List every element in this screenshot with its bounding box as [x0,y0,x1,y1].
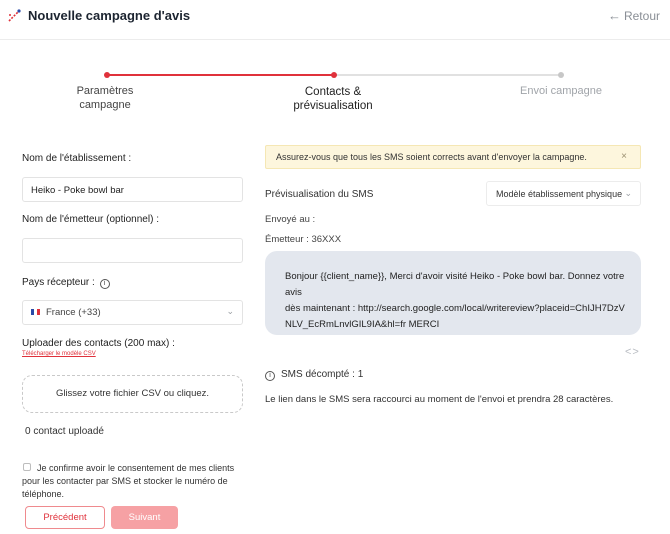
sms-message-line: Bonjour {{client_name}}, Merci d'avoir visité Heiko - Poke bowl bar. Donnez votre avis [285,271,625,298]
establishment-label: Nom de l'établissement : [22,153,132,164]
consent-text: Je confirme avoir le consentement de mes clients pour les contacter par SMS et stocker le numéro de téléphone. [22,463,235,499]
sms-message-bubble [265,251,641,335]
establishment-input[interactable]: Heiko - Poke bowl bar [22,177,243,202]
chevron-down-icon: ⌄ [624,188,632,198]
step-contacts[interactable] [278,85,388,113]
previous-button[interactable]: Précédent [25,506,105,529]
step-settings[interactable] [50,84,160,112]
step-settings-line2: campagne [79,99,131,111]
warning-alert [265,145,641,169]
step-contacts-line1: Contacts & [304,86,362,98]
app-header [0,0,670,40]
sms-preview-title: Prévisualisation du SMS [265,189,374,200]
page-title: Nouvelle campagne d'avis [28,8,191,23]
sender-number: Émetteur : 36XXX [265,234,342,245]
country-value: France (+33) [46,307,101,318]
progress-stepper [0,60,670,120]
sent-to-label: Envoyé au : [265,214,316,225]
step-send[interactable] [506,84,616,98]
country-label-row [22,277,110,289]
country-select[interactable] [22,300,243,325]
back-button[interactable] [608,8,660,23]
template-select[interactable] [486,181,641,206]
back-label: Retour [623,9,660,23]
link-shortening-note: Le lien dans le SMS sera raccourci au moment de l'envoi et prendra 28 caractères. [265,394,614,405]
consent-checkbox[interactable] [23,463,31,471]
step-contacts-line2: prévisualisation [293,100,373,112]
arrow-left-icon: ← [607,8,621,23]
upload-label: Uploader des contacts (200 max) : [22,338,175,349]
download-csv-template-link[interactable]: Télécharger le modèle CSV [22,351,96,357]
logo-icon [7,9,21,23]
info-icon[interactable]: i [100,279,110,289]
next-button[interactable]: Suivant [111,506,178,529]
preview-nav-arrows[interactable]: <> [625,346,640,358]
alert-text: Assurez-vous que tous les SMS soient corrects avant d'envoyer la campagne. [276,152,587,162]
close-icon[interactable]: × [621,151,627,162]
template-select-value: Modèle établissement physique [496,189,623,199]
step-dot-send [558,72,564,78]
sms-message-line: NLV_EcRmLnvlGIL9IA&hl=fr MERCI [285,319,440,330]
step-dot-contacts [331,72,337,78]
step-settings-line1: Paramètres [76,85,134,97]
info-icon: i [265,371,275,381]
stepper-track-idle [334,74,561,76]
contact-count: 0 contact uploadé [25,426,104,437]
sms-message-line: dès maintenant : http://search.google.com/local/writereview?placeid=ChIJH7DzV [285,303,625,314]
country-label: Pays récepteur : [22,277,95,288]
csv-dropzone[interactable]: Glissez votre fichier CSV ou cliquez. [22,375,243,413]
sender-input[interactable] [22,238,243,263]
france-flag-icon [31,309,40,315]
sms-count: SMS décompté : 1 [281,369,364,380]
step-dot-settings [104,72,110,78]
sender-label: Nom de l'émetteur (optionnel) : [22,214,159,225]
sms-count-row [265,369,363,381]
stepper-track-active [107,74,334,76]
chevron-down-icon: ⌄ [226,306,234,316]
step-send-line1: Envoi campagne [520,85,602,97]
